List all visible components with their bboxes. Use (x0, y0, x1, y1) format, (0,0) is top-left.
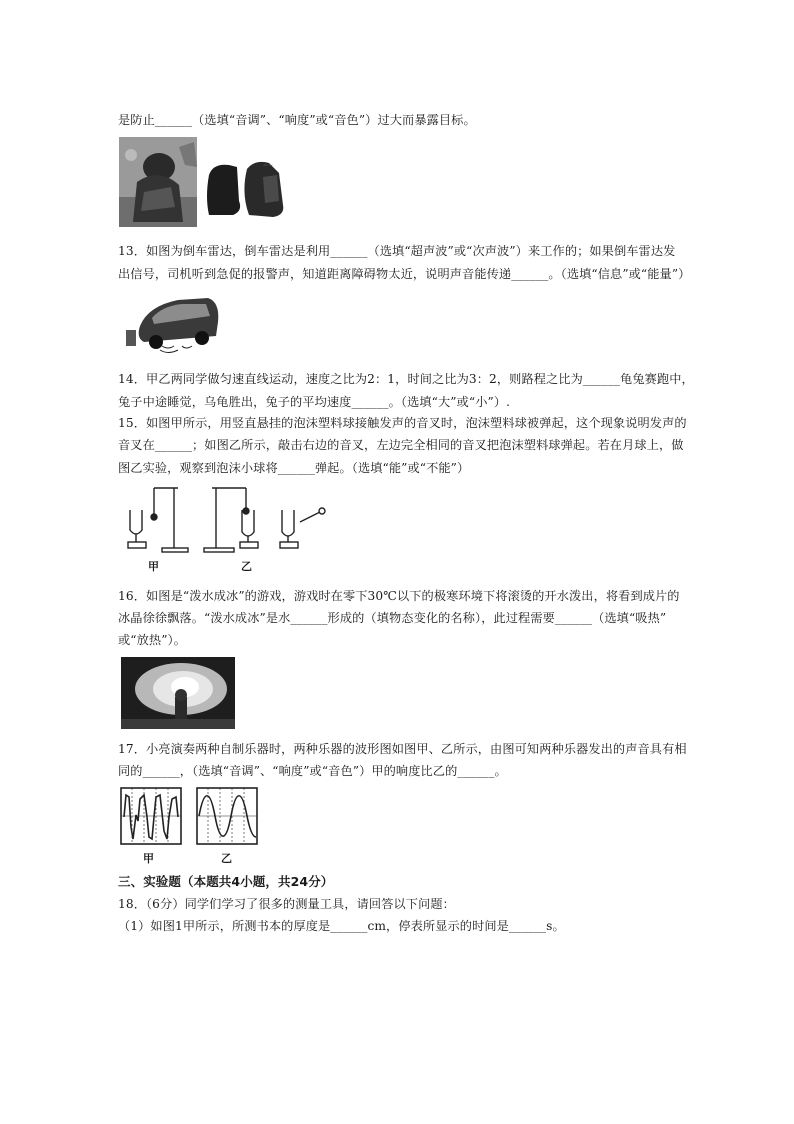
waveform-b (196, 787, 258, 845)
waveform-a (120, 787, 182, 845)
car-radar-photo (122, 292, 222, 356)
boots-photo (203, 157, 291, 223)
text-line-9: 16．如图是“泼水成冰”的游戏，游戏时在零下30℃以下的极寒环境下将滚烫的开水泼出，将看到成片的 (118, 589, 680, 603)
text-line-8: 图乙实验，观察到泡沫小球将______弹起。（选填“能”或“不能”） (118, 461, 470, 475)
water-to-ice-photo (121, 657, 235, 729)
tuning-fork-diagram-b (202, 482, 330, 554)
text-line-14: 18．（6分）同学们学习了很多的测量工具，请回答以下问题： (118, 897, 455, 911)
section-heading: 三、实验题（本题共4小题，共24分） (118, 874, 334, 889)
soldier-photo (119, 137, 197, 227)
text-line-10: 冰晶徐徐飘落。“泼水成冰”是水______形成的（填物态变化的名称），此过程需要______（选填“吸热” (118, 611, 667, 625)
waveform-caption-a: 甲 (143, 852, 154, 865)
tuning-fork-caption-b: 乙 (241, 560, 252, 573)
tuning-fork-diagram-a (118, 482, 198, 554)
text-line-5: 兔子中途睡觉，乌龟胜出，兔子的平均速度______。（选填“大”或“小”）. (118, 395, 511, 409)
text-line-13: 同的______，（选填“音调”、“响度”或“音色”）甲的响度比乙的______。 (118, 764, 507, 778)
text-line-15: （1）如图1甲所示，所测书本的厚度是______cm，停表所显示的时间是______s。 (118, 919, 565, 933)
text-line-4: 14．甲乙两同学做匀速直线运动，速度之比为2：1，时间之比为3：2，则路程之比为______龟兔赛跑中， (118, 372, 694, 386)
text-line-2: 13．如图为倒车雷达，倒车雷达是利用______（选填“超声波”或“次声波”）来工作的；如果倒车雷达发 (118, 244, 676, 258)
text-line-3: 出信号，司机听到急促的报警声，知道距离障碍物太近，说明声音能传递______。（选填“信息”或“能量”） (118, 267, 691, 281)
text-line-7: 音叉在______；如图乙所示，敲击右边的音叉，左边完全相同的音叉把泡沫塑料球弹起。若在月球上，做 (118, 438, 684, 452)
text-line-6: 15．如图甲所示，用竖直悬挂的泡沫塑料球接触发声的音叉时，泡沫塑料球被弹起，这个现象说明发声的 (118, 416, 687, 430)
svg-text:~~: ~~ (263, 162, 274, 169)
tuning-fork-caption-a: 甲 (148, 560, 159, 573)
waveform-caption-b: 乙 (221, 852, 232, 865)
text-line-1: 是防止______（选填“音调”、“响度”或“音色”）过大而暴露目标。 (118, 113, 476, 127)
text-line-11: 或“放热”）。 (118, 633, 186, 647)
text-line-12: 17．小亮演奏两种自制乐器时，两种乐器的波形图如图甲、乙所示，由图可知两种乐器发出的声音具有相 (118, 742, 687, 756)
